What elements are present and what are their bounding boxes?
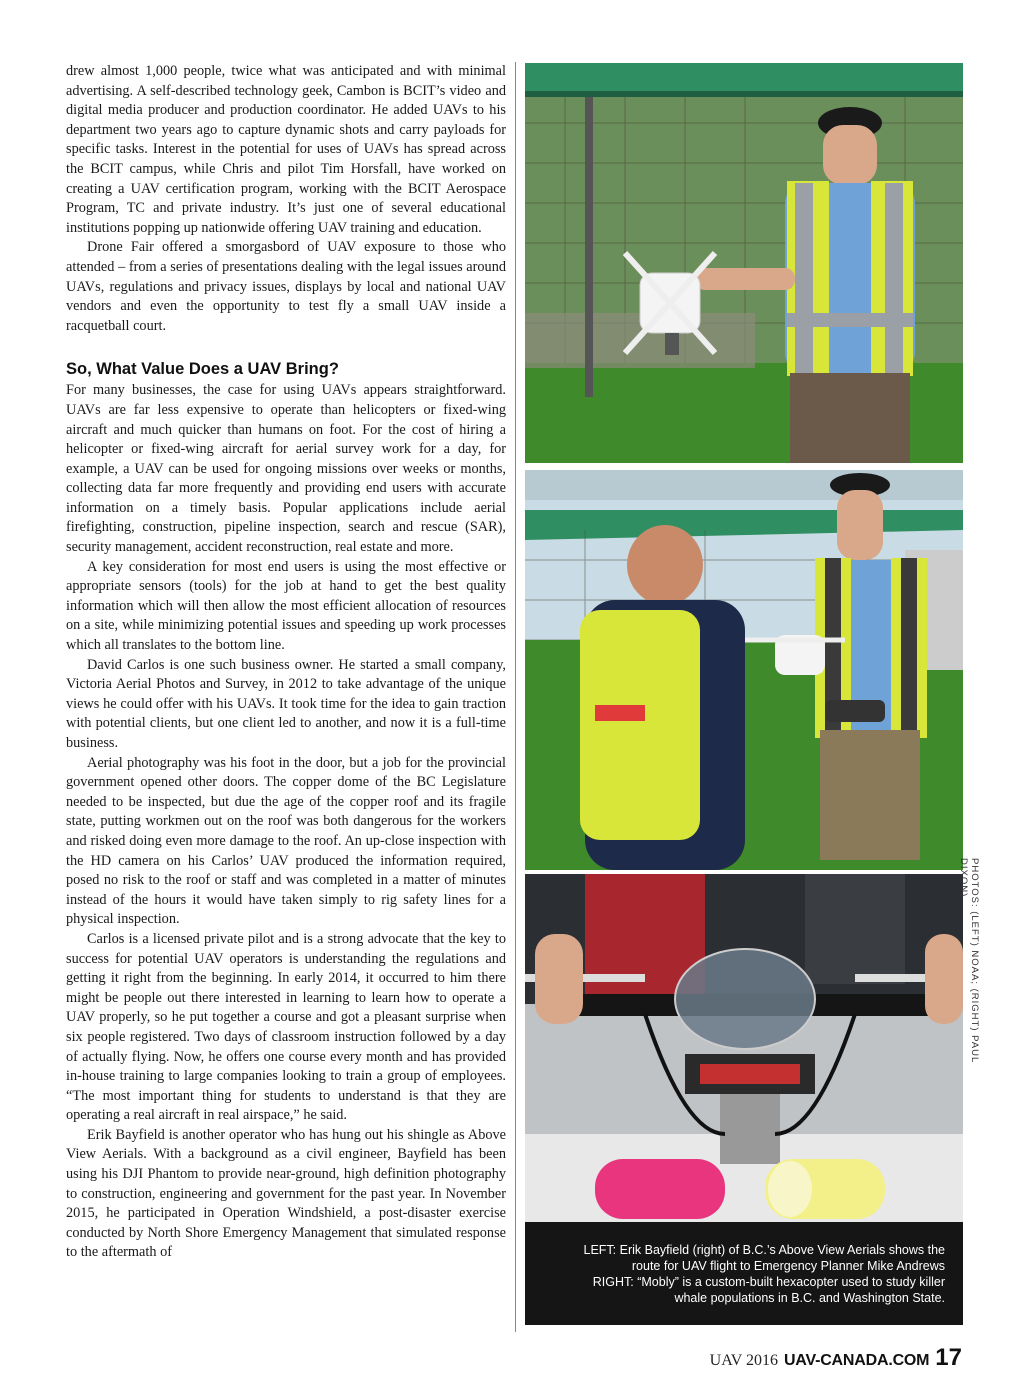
caption-line: whale populations in B.C. and Washington State. — [674, 1291, 945, 1305]
article-paragraph: For many businesses, the case for using UAVs appears straightforward. UAVs are far less expensive to operate than helicopters or fixed-wing aircraft and much quicker than humans on foot. For the cost of hiring a helicopter or fixed-wing aircraft for aerial survey work for a day, for example, a UAV can be used for ongoing missions over weeks or months, collecting data far more frequently and providing end users with accurate information on a timely basis. Popular applications include aerial firefighting, construction, pipeline inspection, search and rescue (SAR), security management, accident reconstruction, real estate and more. — [66, 382, 506, 556]
photo-drone-demo-image — [525, 63, 963, 463]
article-paragraph: Aerial photography was his foot in the door, but a job for the provincial government opened other doors. The copper dome of the BC Legislature needed to be inspected, but due the age of the copper roof and its fragile state, putting workmen out on the roof was both dangerous for the workers and risked doing even more damage to the roof. An up-close inspection with the HD camera on his Carlos’ UAV produced the information required, posed no risk to the roof or staff and was completed in a matter of minutes instead of the hours it would have taken simply to rig safety lines for a physical inspection. — [66, 754, 506, 928]
footer-issue: UAV 2016 — [709, 1352, 778, 1369]
caption-line: RIGHT: “Mobly” is a custom-built hexacopter used to study killer — [592, 1275, 945, 1289]
article-paragraph: Drone Fair offered a smorgasbord of UAV exposure to those who attended – from a series of presentations dealing with the legal issues around UAVs, regulations and privacy issues, displays by local and national UAV vendors and even the opportunity to test fly a small UAV inside a racquetball court. — [66, 239, 506, 334]
footer-site: UAV-CANADA.COM — [783, 1352, 930, 1369]
caption-line: route for UAV flight to Emergency Planner Mike Andrews — [631, 1259, 945, 1273]
photo-route-briefing — [525, 470, 963, 870]
caption-line: LEFT: Erik Bayfield (right) of B.C.’s Above View Aerials shows the — [583, 1243, 945, 1257]
photo-route-briefing-image — [525, 470, 963, 870]
photo-credit: PHOTOS: (LEFT) NOAA; (RIGHT) PAUL DIXON). — [958, 858, 980, 1063]
section-heading: So, What Value Does a UAV Bring? — [66, 360, 339, 379]
article-column — [66, 62, 506, 1263]
column-divider — [515, 62, 516, 1332]
article-paragraph: Carlos is a licensed private pilot and is a strong advocate that the key to success for potential UAV operators is understanding the regulations and getting it right from the beginning. In early 2014, it occurred to him there might be people out there interested in learning to learn how to operate a UAV properly, so he put together a course and got a pleasant surprise when six people registered. Two days of classroom instruction followed by a day of actually flying. Now, he offers one course every month and has provided in-house training to large companies looking to train a group of employees. “The most important thing for students to understand is that they are operating a real aircraft in real airspace,” he said. — [66, 930, 506, 1124]
article-paragraph: drew almost 1,000 people, twice what was anticipated and with minimal advertising. A self-described technology geek, Cambon is BCIT’s video and digital media producer and production coordinator. He added UAVs to his department two years ago to capture dynamic shots and carry payloads for specific tasks. Interest in the potential for uses of UAVs has spread across the BCIT campus, while Chris and pilot Tim Horsfall, have worked on creating a UAV certification program, working with the BCIT Aerospace Program, TC and private industry. It’s just one of several educational institutions popping up nationwide offering UAV training and education. — [66, 63, 506, 236]
photo-caption — [525, 1222, 963, 1325]
page-number: 17 — [935, 1344, 962, 1371]
article-paragraph: Erik Bayfield is another operator who has hung out his shingle as Above View Aerials. With a background as a civil engineer, Bayfield has been using his DJI Phantom to provide near-ground, high definition photography to construction, engineering and government for the past year. In November 2015, he participated in Operation Windshield, a post-disaster exercise conducted by North Shore Emergency Management that simulated response to the aftermath of — [66, 1126, 506, 1261]
article-paragraph: A key consideration for most end users is using the most effective or appropriate sensors (tools) for the job at hand to get the best quality information which will then allow the most efficient allocation of resources on a site, while minimizing potential issues and speeding up work processes which all translates to the bottom line. — [66, 558, 506, 654]
photo-drone-demo — [525, 63, 963, 463]
page-footer — [710, 1344, 962, 1372]
article-paragraph: David Carlos is one such business owner. He started a small company, Victoria Aerial Photos and Survey, in 2012 to take advantage of the unique views he could offer with his UAVs. It took time for the idea to gain traction with potential clients, but one client led to another, and now it is a full-time business. — [66, 656, 506, 751]
